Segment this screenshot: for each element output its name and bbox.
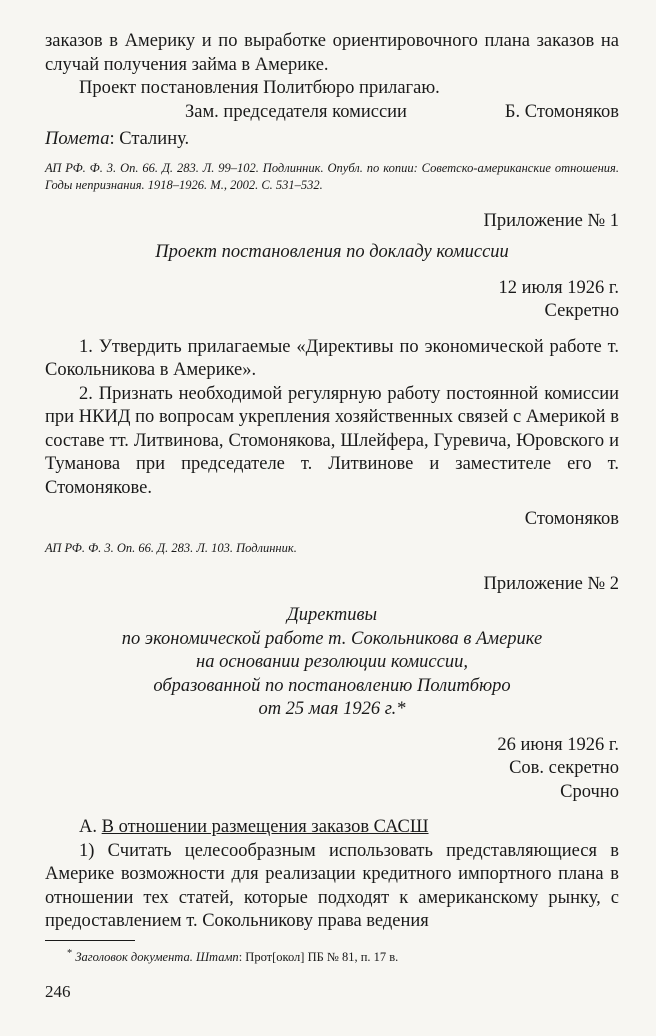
section-heading xyxy=(45,816,619,840)
source-reference-1: АП РФ. Ф. 3. Оп. 66. Д. 283. Л. 99–102. Подлинник. Опубл. по копии: Советско-американские отношения. Годы непризнания. 1918–1926. М., 2002. С. 531–532. xyxy=(45,160,619,192)
footnote xyxy=(45,945,619,966)
appendix-1-item: 2. Признать необходимой регулярную работу постоянной комиссии при НКИД по вопросам укрепления хозяйственных связей с Америкой в составе тт. Литвинова, Стомонякова, Шлейфера, Гуревича, Юровского и Туманова при председателе т. Литвинове и заместителе его т. Стомонякове. xyxy=(45,383,619,498)
appendix-2-title-line: по экономической работе т. Сокольникова в Америке xyxy=(121,628,543,649)
footnote-text: : Прот[окол] ПБ № 81, п. 17 в. xyxy=(238,949,399,964)
appendix-2-date: 26 июня 1926 г. xyxy=(497,734,619,755)
note-line xyxy=(45,128,619,152)
section-prefix: А. xyxy=(79,817,102,837)
signature-role: Зам. председателя комиссии xyxy=(185,101,407,122)
section-title: В отношении размещения заказов САСШ xyxy=(101,817,429,837)
appendix-1-date: 12 июля 1926 г. xyxy=(498,277,619,298)
appendix-1-label: Приложение № 1 xyxy=(483,210,619,231)
appendix-1-title: Проект постановления по докладу комиссии xyxy=(155,242,509,262)
appendix-2-title-line: на основании резолюции комиссии, xyxy=(196,652,468,672)
source-reference-2: АП РФ. Ф. 3. Оп. 66. Д. 283. Л. 103. Подлинник. xyxy=(45,540,297,555)
footnote-marker: * xyxy=(67,947,73,959)
signature-line xyxy=(45,101,619,125)
footnote-label: Заголовок документа. Штамп xyxy=(72,949,239,964)
appendix-1-item: 1. Утвердить прилагаемые «Директивы по экономической работе т. Сокольникова в Америке». xyxy=(45,336,619,380)
appendix-2-title xyxy=(45,604,619,722)
appendix-2-paragraph: 1) Считать целесообразным использовать представляющиеся в Америке возможности для реализации кредитного импортного плана в отношении тех статей, которые подходят к американскому рынку, с предоставлением т. Сокольникову права ведения xyxy=(45,840,619,931)
signature-name: Б. Стомоняков xyxy=(504,101,619,122)
appendix-1-classification: Секретно xyxy=(544,301,619,321)
appendix-2-classification: Сов. секретно xyxy=(509,758,619,778)
appendix-2-title-line: образованной по постановлению Политбюро xyxy=(153,675,511,696)
appendix-2-title-line: от 25 мая 1926 г.* xyxy=(258,699,406,719)
appendix-2-urgency: Срочно xyxy=(560,781,619,802)
footnote-rule xyxy=(45,940,135,941)
top-paragraph: заказов в Америку и по выработке ориентировочного плана заказов на случай получения займа в Америке. xyxy=(45,31,619,75)
attach-line: Проект постановления Политбюро прилагаю. xyxy=(79,78,440,98)
note-text: : Сталину. xyxy=(109,129,190,149)
appendix-2-label: Приложение № 2 xyxy=(483,573,619,594)
page-number: 246 xyxy=(45,982,71,1001)
appendix-2-title-line: Директивы xyxy=(286,605,378,625)
note-label: Помета xyxy=(45,129,110,149)
document-page xyxy=(45,30,619,966)
appendix-1-signer: Стомоняков xyxy=(524,509,619,529)
